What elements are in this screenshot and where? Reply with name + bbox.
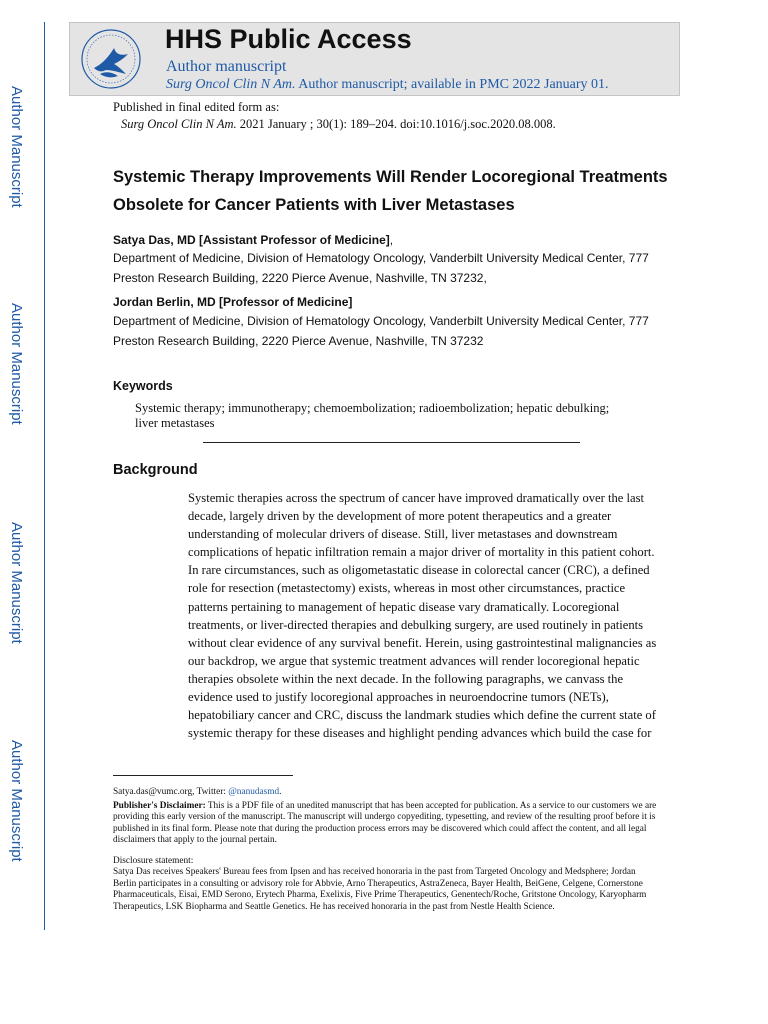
footnote-divider	[113, 775, 293, 776]
hhs-header-banner	[69, 22, 680, 96]
keywords-list: Systemic therapy; immunotherapy; chemoembolization; radioembolization; hepatic debulking; liver metastases	[135, 401, 610, 430]
twitter-link[interactable]: @nanudasmd	[228, 787, 280, 797]
author-affiliation: Department of Medicine, Division of Hematology Oncology, Vanderbilt University Medical Center, 777 Preston Research Building, 2220 Pierce Avenue, Nashville, TN 37232,	[113, 251, 649, 285]
background-paragraph: Systemic therapies across the spectrum of cancer have improved dramatically over the last decade, largely driven by the development of more potent therapeutics and a greater understanding of molecular drivers of disease. Still, liver metastases and downstream complications of hepatic infiltration remain a major driver of mortality in this patient cohort. In rare circumstances, such as oligometastatic disease in colorectal cancer (CRC), a defined role for resection (metastectomy) exists, whereas in most other circumstances, practice patterns pertaining to management of hepatic disease vary dramatically. Locoregional treatments, or liver-directed therapies and debulking surgery, are used routinely in patients without clear evidence of any survival benefit. Herein, using gastrointestinal malignancies as our backdrop, we argue that systemic treatment advances will render locoregional hepatic therapies obsolete within the next decade. In the following paragraphs, we canvass the evidence used to justify locoregional approaches in neuroendocrine tumors (NETs), hepatobiliary cancer and CRC, discuss the landmark studies which define the current state of systemic therapy for these diseases and highlight pending advances which build the case for	[188, 491, 657, 741]
publication-citation	[121, 117, 556, 132]
background-heading: Background	[113, 462, 198, 478]
author-name: Satya Das, MD [Assistant Professor of Medicine],	[113, 233, 394, 247]
keywords-heading: Keywords	[113, 379, 173, 393]
sidebar-rule	[44, 22, 45, 930]
disclaimer-label: Publisher's Disclaimer:	[113, 801, 206, 811]
keywords-divider	[203, 442, 580, 443]
header-subtitle: Author manuscript	[166, 58, 287, 75]
publication-journal: Surg Oncol Clin N Am.	[121, 117, 237, 131]
hhs-eagle-logo-icon	[80, 28, 142, 90]
publication-details: 2021 January ; 30(1): 189–204. doi:10.1016/j.soc.2020.08.008.	[239, 117, 556, 131]
published-label: Published in final edited form as:	[113, 100, 280, 114]
footnote-disclosure: Disclosure statement: Satya Das receives Speakers' Bureau fees from Ipsen and has received honoraria in the past from Targeted Oncology and Medsphere; Jordan Berlin participates in a consulting or advisory role for Abbvie, Arno Therapeutics, AstraZeneca, Bayer Health, BeiGene, Celgene, Cornerstone Pharmaceuticals, Eisai, EMD Serono, Erytech Pharma, Exelixis, Five Prime Therapeutics, Genentech/Roche, Gritstone Oncology, Karyopharm Therapeutics, LSK Biopharma and Seattle Genetics. He has received honoraria in the past from Nestle Health Science.	[113, 856, 647, 912]
header-citation	[166, 77, 609, 93]
header-title: HHS Public Access	[165, 24, 412, 54]
footnote-contact: Satya.das@vumc.org, Twitter: @nanudasmd.	[113, 787, 282, 797]
author-name: Jordan Berlin, MD [Professor of Medicine]	[113, 295, 353, 309]
header-journal: Surg Oncol Clin N Am.	[166, 77, 296, 92]
footnote-disclaimer: Publisher's Disclaimer: This is a PDF file of an unedited manuscript that has been accepted for publication. As a service to our customers we are providing this early version of the manuscript. The manuscript will undergo copyediting, typesetting, and review of the resulting proof before it is published in its final form. Please note that during the production process errors may be discovered which could affect the content, and all legal disclaimers that apply to the journal pertain.	[113, 801, 657, 846]
article-title: Systemic Therapy Improvements Will Render Locoregional Treatments Obsolete for Cancer Patients with Liver Metastases	[113, 168, 668, 214]
disclosure-label: Disclosure statement:	[113, 856, 194, 866]
header-availability: Author manuscript; available in PMC 2022 January 01.	[298, 77, 609, 92]
author-affiliation: Department of Medicine, Division of Hematology Oncology, Vanderbilt University Medical Center, 777 Preston Research Building, 2220 Pierce Avenue, Nashville, TN 37232	[113, 314, 649, 348]
